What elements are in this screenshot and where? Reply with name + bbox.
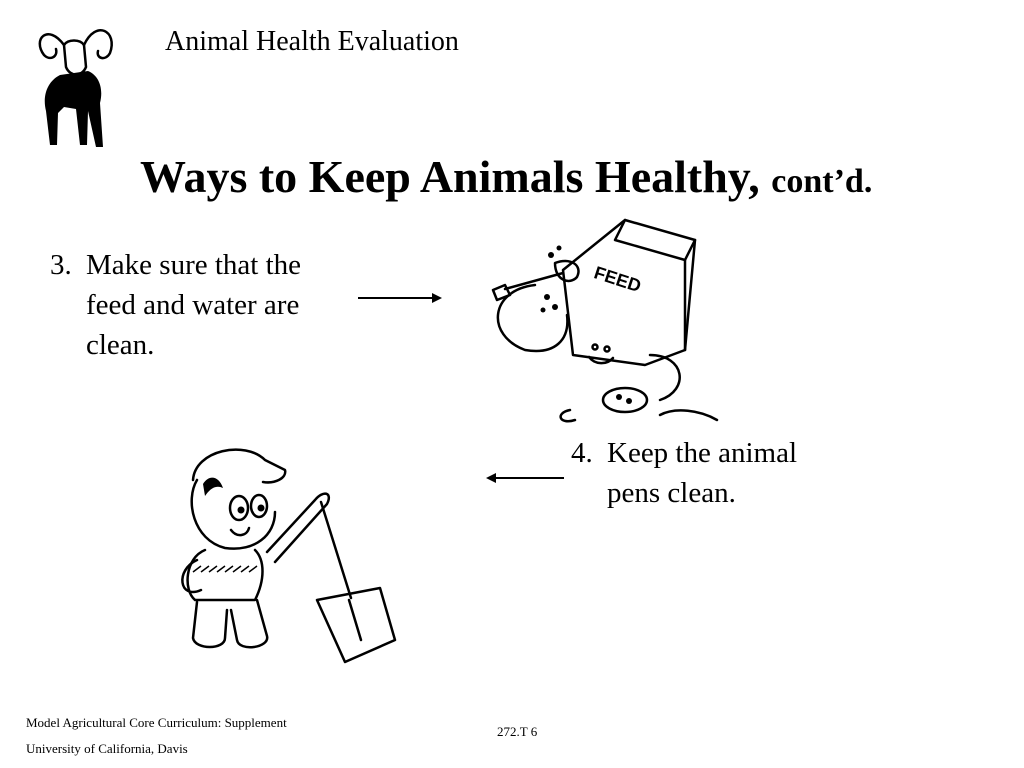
point-3 — [50, 245, 301, 365]
footer-university: University of California, Davis — [26, 741, 188, 756]
footer-curriculum: Model Agricultural Core Curriculum: Supplement — [26, 715, 287, 730]
footer-page-number: 272.T 6 — [497, 724, 538, 739]
feed-bag-label: FEED — [591, 262, 644, 297]
slide-title-main: Ways to Keep Animals Healthy, — [140, 151, 760, 202]
point-3-number: 3. — [50, 249, 72, 281]
boy-with-shovel-icon — [175, 440, 410, 665]
bighorn-sheep-icon — [30, 15, 120, 150]
arrow-left-icon — [484, 470, 566, 486]
feed-bag-icon — [485, 215, 720, 425]
point-4-number: 4. — [571, 437, 593, 469]
arrow-right-icon — [358, 290, 448, 306]
point-4 — [571, 433, 797, 513]
slide-title-suffix: cont’d. — [771, 163, 873, 200]
point-4-line-2: pens clean. — [607, 477, 736, 509]
point-3-line-1: Make sure that the — [86, 249, 302, 281]
header-title: Animal Health Evaluation — [165, 26, 459, 57]
point-3-line-3: clean. — [86, 329, 155, 361]
point-4-line-1: Keep the animal — [607, 437, 798, 469]
point-3-line-2: feed and water are — [86, 289, 300, 321]
slide-title — [140, 150, 872, 203]
